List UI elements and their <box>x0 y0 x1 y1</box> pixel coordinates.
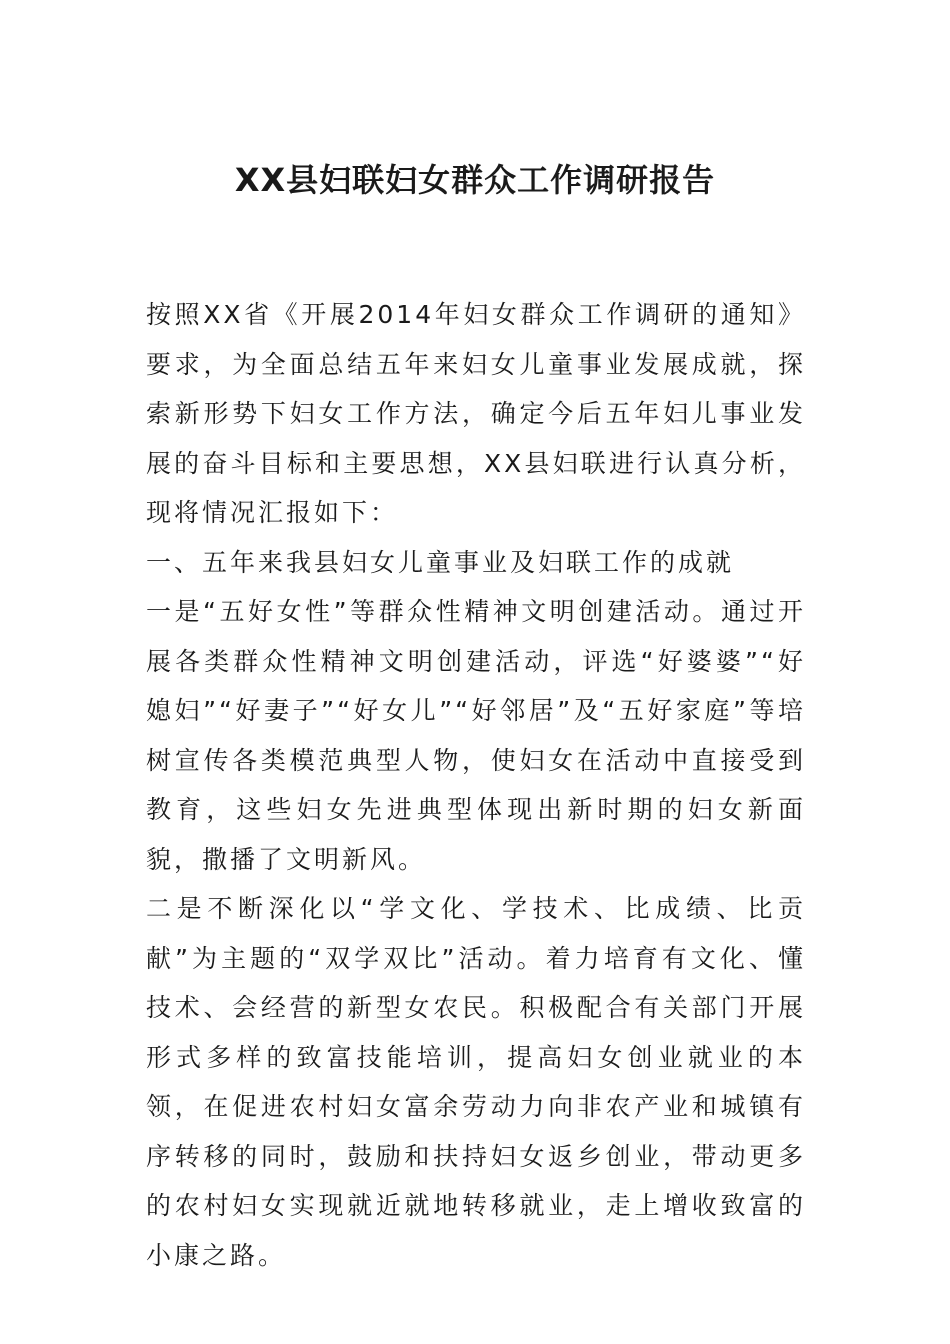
document-title: XX县妇联妇女群众工作调研报告 <box>234 161 716 199</box>
document-body <box>146 290 806 1280</box>
intro-paragraph: 按照XX省《开展2014年妇女群众工作调研的通知》要求，为全面总结五年来妇女儿童事业发展成就，探索新形势下妇女工作方法，确定今后五年妇儿事业发展的奋斗目标和主要思想，XX县妇联进行认真分析，现将情况汇报如下： <box>146 300 806 527</box>
paragraph-one: 一是“五好女性”等群众性精神文明创建活动。通过开展各类群众性精神文明创建活动，评选“好婆婆”“好媳妇”“好妻子”“好女儿”“好邻居”及“五好家庭”等培树宣传各类模范典型人物，使妇女在活动中直接受到教育，这些妇女先进典型体现出新时期的妇女新面貌，撒播了文明新风。 <box>146 597 806 874</box>
paragraph-two: 二是不断深化以“学文化、学技术、比成绩、比贡献”为主题的“双学双比”活动。着力培育有文化、懂技术、会经营的新型女农民。积极配合有关部门开展形式多样的致富技能培训，提高妇女创业就业的本领，在促进农村妇女富余劳动力向非农产业和城镇有序转移的同时，鼓励和扶持妇女返乡创业，带动更多的农村妇女实现就近就地转移就业，走上增收致富的小康之路。 <box>146 894 806 1270</box>
section-heading: 一、五年来我县妇女儿童事业及妇联工作的成就 <box>146 547 735 577</box>
